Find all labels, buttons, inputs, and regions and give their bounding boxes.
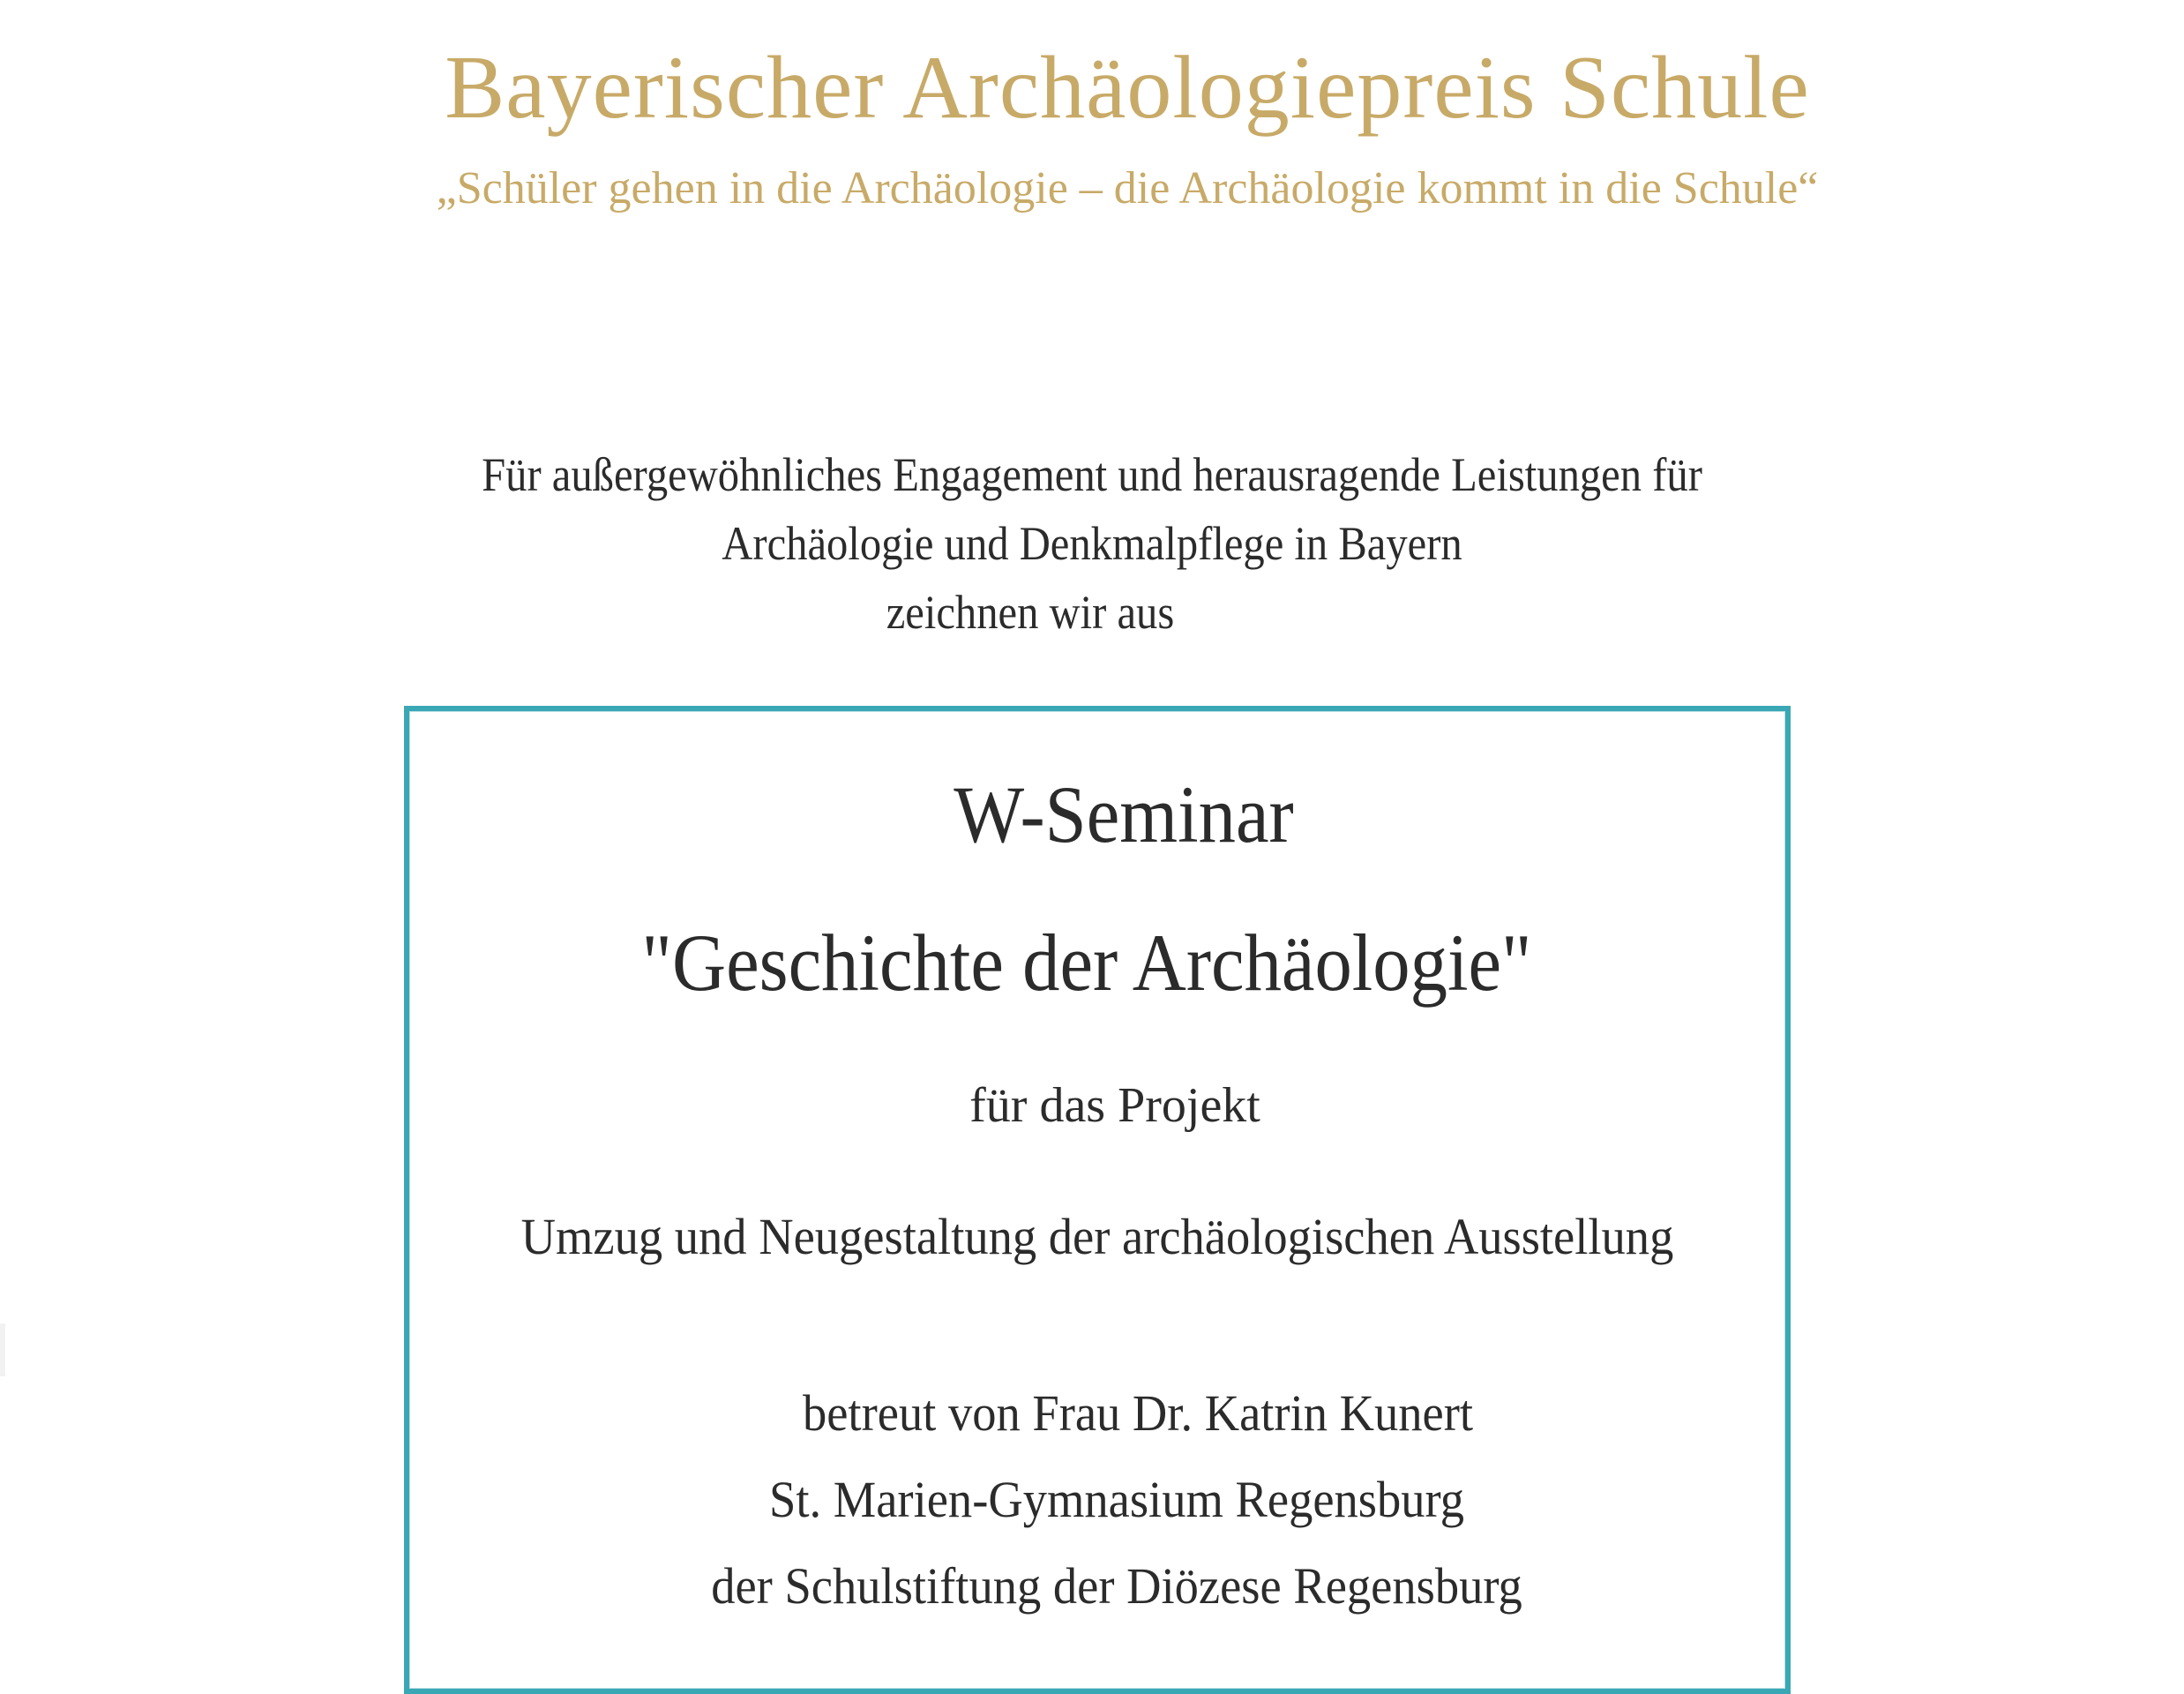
school-name: St. Marien-Gymnasium Regensburg [769, 1471, 1464, 1528]
dedication-line-1: Für außergewöhnliches Engagement und herausragende Leistungen für [482, 448, 1702, 501]
award-frame [404, 706, 1791, 1694]
seminar-name: W-Seminar [954, 769, 1294, 859]
foundation-name: der Schulstiftung der Diözese Regensburg [711, 1557, 1522, 1615]
project-name: Umzug und Neugestaltung der archäologischen Ausstellung [520, 1208, 1674, 1265]
seminar-topic: "Geschichte der Archäologie" [641, 918, 1532, 1008]
certificate-title: Bayerischer Archäologiepreis Schule [445, 38, 1810, 138]
for-project-label: für das Projekt [969, 1078, 1260, 1133]
dedication-line-2: Archäologie und Denkmalpflege in Bayern [722, 517, 1462, 570]
certificate-subtitle: „Schüler gehen in die Archäologie – die Archäologie kommt in die Schule“ [436, 163, 1819, 214]
dedication-line-3: zeichnen wir aus [886, 586, 1175, 639]
supervisor-line: betreut von Frau Dr. Katrin Kunert [802, 1384, 1474, 1442]
scan-edge-mark [0, 1323, 5, 1376]
